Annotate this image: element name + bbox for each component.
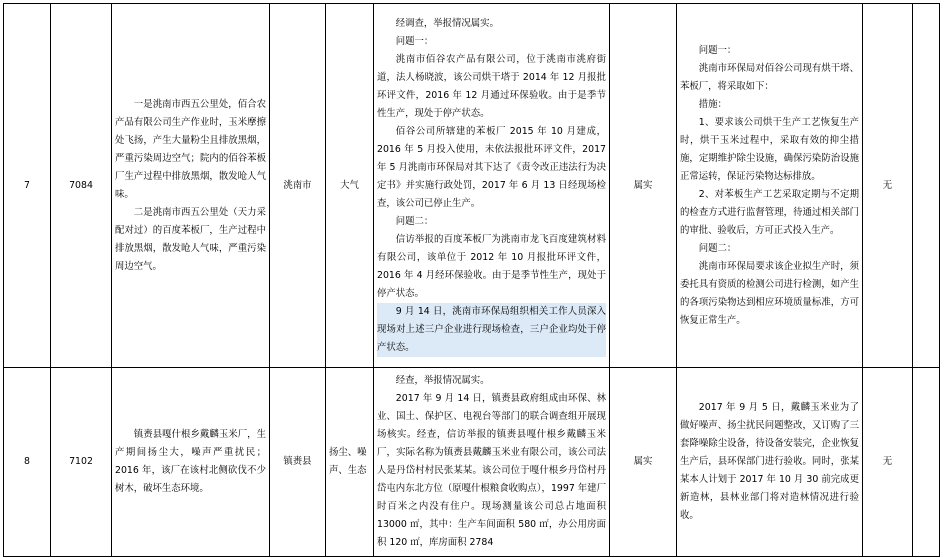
finding-text: 9 月 14 日，洮南市环保局组织相关工作人员深入现场对上述三户企业进行现场检查，三户企业均处于停产状态。 [377, 303, 606, 357]
measure-text: 问题二： [698, 242, 737, 254]
rectification-measures [677, 368, 863, 557]
complaint-content [112, 368, 270, 557]
measure-text: 1、要求该公司烘干生产工艺恢复生产时，烘干玉米过程中，采取有效的抑尘措施，定期维护除尘设施，确保污染防治设施正常运转，保证污染物达标排放。 [680, 116, 859, 182]
measure-text: 措施： [698, 98, 727, 110]
finding-text: 佰谷公司所辖建的苯板厂 2015 年 10 月建成，2016 年 5 月投入使用，未依法报批环评文件，2017 年 5 月洮南市环保局对其下达了《责令改正违法行为决定书》并实施行政处罚，2017 年 6 月 13 日经现场检查，该公司已停止生产。 [377, 125, 606, 209]
complaint-table [3, 3, 940, 557]
complaint-content [112, 4, 270, 368]
verdict: 属实 [610, 4, 677, 368]
empty-cell [913, 4, 940, 368]
content-paragraph: 二是洮南市西五公里处（天力采配对过）的百度苯板厂，生产过程中排放黑烟，散发呛人气味，严重污染周边空气。 [115, 206, 266, 272]
pollution-type: 扬尘、噪声、生态 [326, 368, 374, 557]
rectification-measures [677, 4, 863, 368]
measure-text: 洮南市环保局对佰谷公司现有烘干塔、苯板厂，将采取如下： [680, 62, 859, 92]
complaint-id: 7102 [51, 368, 112, 557]
table-row [4, 368, 940, 557]
measure-text: 2017 年 9 月 5 日，戴麟玉米业为了做好噪声、扬尘扰民问题整改，又订购了三套降噪除尘设备，待设备安装完，企业恢复生产后，县环保部门进行验收。同时，张某某本人计划于 2017 年 10 月 30 前完成更新造林，县林业部门将对造林情况进行验收。 [680, 402, 859, 521]
finding-text: 经调查，举报情况属实。 [395, 17, 499, 29]
table-row [4, 4, 940, 368]
verdict: 属实 [610, 368, 677, 557]
empty-cell [913, 368, 940, 557]
finding-text: 信访举报的百度苯板厂为洮南市龙飞百度建筑材料有限公司，该单位于 2012 年 10 月报批环评文件，2016 年 4 月经环保验收。由于是季节性生产，现处于停产状态。 [377, 233, 606, 299]
district: 镇赉县 [270, 368, 326, 557]
district: 洮南市 [270, 4, 326, 368]
measure-text: 2、对苯板生产工艺采取定期与不定期的检查方式进行监督管理，待通过相关部门的审批、验收后，方可正式投入生产。 [680, 188, 859, 236]
measure-text: 洮南市环保局要求该企业拟生产时，须委托具有资质的检测公司进行检测，如产生的各项污染物达到相应环境质量标准，方可恢复正常生产。 [680, 260, 859, 326]
finding-text: 洮南市佰谷农产品有限公司，位于洮南市洮府街道，法人杨晓波，该公司烘干塔于 2014 年 12 月报批环评文件，2016 年 12 月通过环保验收。由于是季节性生产，现处于停产状态。 [377, 53, 606, 119]
accountability: 无 [863, 368, 913, 557]
finding-text: 问题一： [395, 35, 434, 47]
row-number: 8 [4, 368, 51, 557]
investigation-findings [374, 4, 610, 368]
row-number: 7 [4, 4, 51, 368]
finding-text: 经查，举报情况属实。 [395, 375, 490, 386]
finding-text: 2017 年 9 月 14 日，镇赉县政府组成由环保、林业、国土、保护区、电视台等部门的联合调查组开展现场核实。经查，信访举报的镇赉县嘎什根乡戴麟玉米厂，实际名称为镇赉县戴麟玉米业有限公司，该公司法人是丹岱村村民张某某。该公司位于嘎什根乡丹岱村丹岱屯内东北方位（原嘎什根粮食收购点），1997 年建厂时百米之内没有住户。现场测量该公司总占地面积 13000 ㎡，其中：生产车间面积 580 ㎡，办公用房面积 120 ㎡，库房面积 2784 [377, 393, 606, 548]
measure-text: 问题一： [698, 44, 737, 56]
content-paragraph: 一是洮南市西五公里处，佰合农产品有限公司生产作业时，玉米摩擦处飞扬，产生大量粉尘且排放黑烟，严重污染周边空气；院内的佰谷苯板厂生产过程中排放黑烟，散发呛人气味。 [115, 98, 266, 200]
complaint-id: 7084 [51, 4, 112, 368]
content-paragraph: 镇赉县嘎什根乡戴麟玉米厂，生产期间扬尘大，噪声严重扰民；2016 年，该厂在该村北侧砍伐不少树木，破坏生态环境。 [115, 429, 266, 494]
accountability: 无 [863, 4, 913, 368]
finding-text: 问题二： [395, 215, 434, 227]
investigation-findings [374, 368, 610, 557]
pollution-type: 大气 [326, 4, 374, 368]
